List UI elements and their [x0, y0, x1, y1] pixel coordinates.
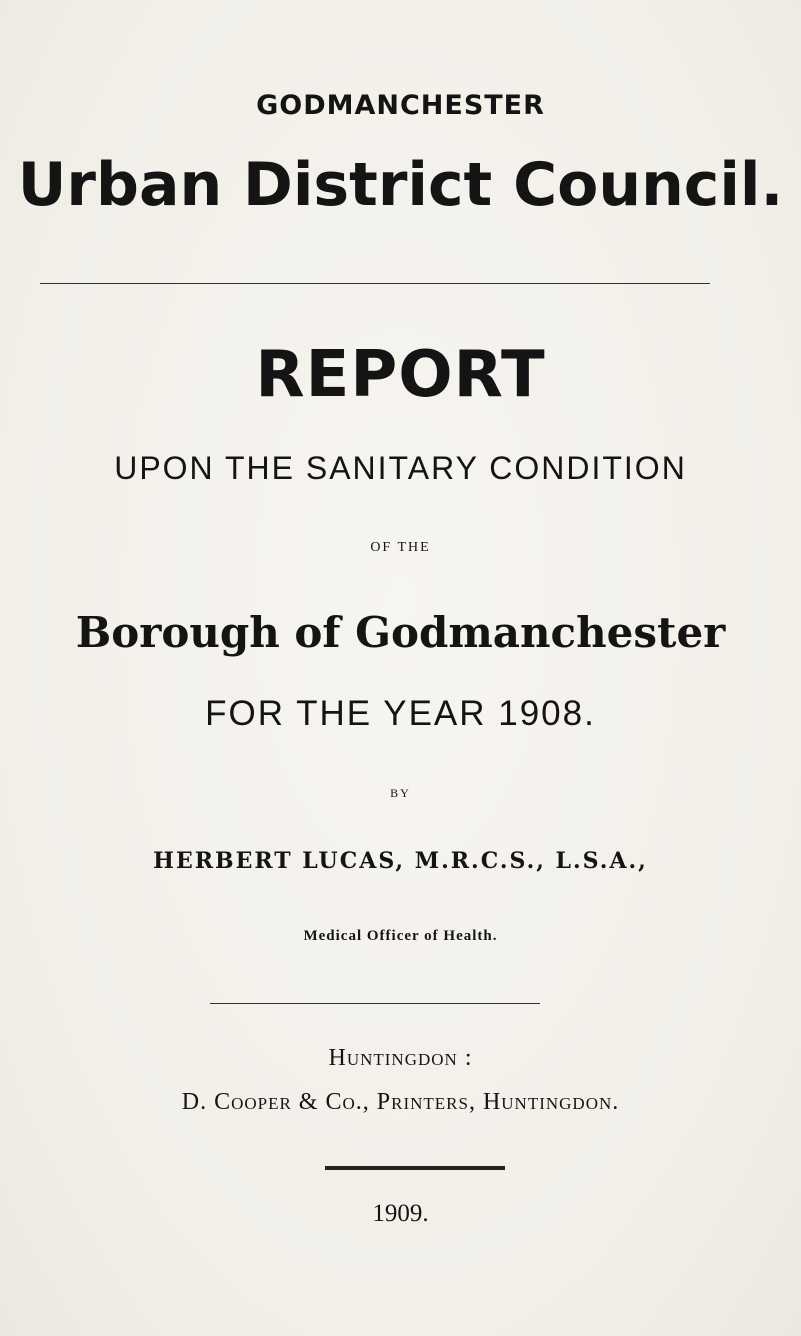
report-period: FOR THE YEAR 1908.	[205, 694, 596, 733]
author-role: Medical Officer of Health.	[303, 928, 498, 944]
imprint-printers: D. Cooper & Co., Printers, Huntingdon.	[181, 1089, 620, 1115]
report-title: REPORT	[255, 338, 546, 412]
imprint-place: Huntingdon :	[328, 1045, 473, 1071]
middle-divider	[210, 1003, 540, 1004]
author-name: HERBERT LUCAS, M.R.C.S., L.S.A.,	[153, 848, 648, 874]
report-subtitle: UPON THE SANITARY CONDITION	[114, 450, 687, 486]
connector-text: OF THE	[370, 540, 431, 555]
district-name: GODMANCHESTER	[256, 90, 545, 121]
council-title: Urban District Council.	[17, 150, 784, 220]
by-label: BY	[390, 786, 411, 800]
bottom-divider	[325, 1166, 505, 1170]
top-divider	[40, 283, 710, 284]
borough-name: Borough of Godmanchester	[75, 608, 726, 657]
publication-year: 1909.	[372, 1200, 429, 1227]
